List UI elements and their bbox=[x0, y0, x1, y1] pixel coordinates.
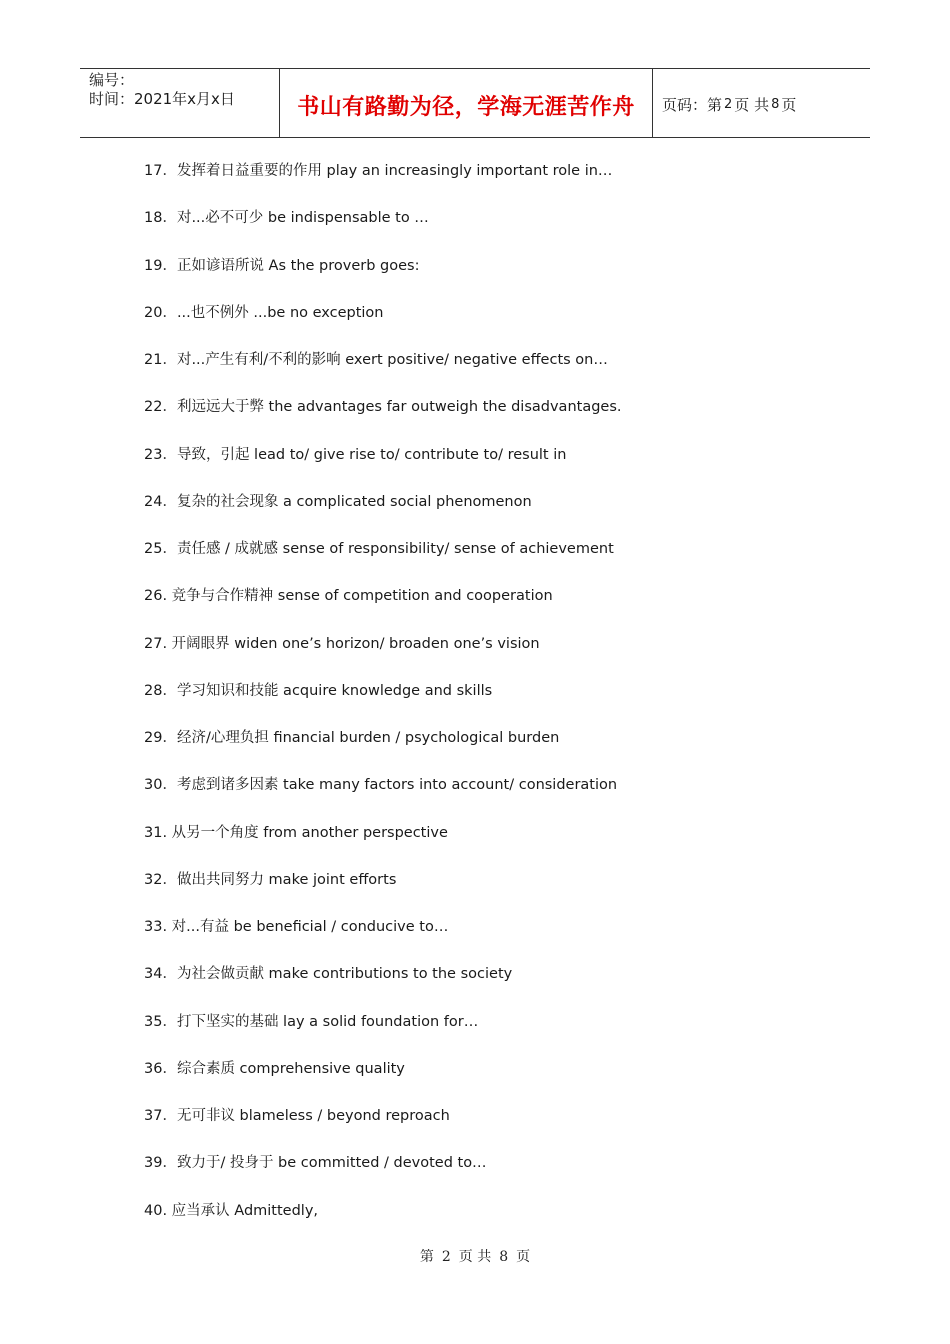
list-item: 34．为社会做贡献 make contributions to the society bbox=[144, 966, 513, 983]
document-time-label: 时间：2021年x月x日 bbox=[89, 90, 235, 108]
header-meta bbox=[80, 69, 280, 137]
list-item: 23．导致，引起 lead to/ give rise to/ contribute to/ result in bbox=[144, 446, 567, 463]
list-item: 28．学习知识和技能 acquire knowledge and skills bbox=[144, 682, 493, 699]
document-number-label: 编号： bbox=[89, 71, 135, 89]
list-item: 17．发挥着日益重要的作用 play an increasingly important role in… bbox=[144, 163, 613, 179]
footer-mid: 页 共 bbox=[458, 1249, 492, 1265]
list-item: 31. 从另一个角度 from another perspective bbox=[144, 824, 448, 841]
page-header bbox=[80, 68, 870, 138]
page-suffix: 页 bbox=[781, 95, 797, 114]
footer-prefix: 第 bbox=[419, 1249, 434, 1265]
page-footer bbox=[0, 1246, 950, 1266]
footer-current: 2 bbox=[441, 1249, 451, 1265]
footer-total: 8 bbox=[499, 1249, 509, 1265]
list-item: 40. 应当承认 Admittedly, bbox=[144, 1202, 319, 1219]
phrase-list bbox=[144, 158, 622, 1245]
footer-suffix: 页 bbox=[516, 1249, 531, 1265]
list-item: 33. 对...有益 be beneficial / conducive to… bbox=[144, 919, 449, 935]
list-item: 32．做出共同努力 make joint efforts bbox=[144, 871, 397, 888]
list-item: 27. 开阔眼界 widen one’s horizon/ broaden one’s vision bbox=[144, 635, 540, 652]
header-page-indicator bbox=[653, 69, 870, 137]
page-current: 2 bbox=[724, 96, 733, 112]
list-item: 22．利远远大于弊 the advantages far outweigh the disadvantages. bbox=[144, 399, 622, 416]
page-prefix: 页码：第 bbox=[662, 95, 723, 114]
list-item: 29．经济/心理负担 financial burden / psychological burden bbox=[144, 730, 560, 746]
list-item: 37．无可非议 blameless / beyond reproach bbox=[144, 1108, 450, 1124]
list-item: 19．正如谚语所说 As the proverb goes: bbox=[144, 257, 420, 274]
list-item: 35．打下坚实的基础 lay a solid foundation for… bbox=[144, 1013, 479, 1030]
list-item: 24．复杂的社会现象 a complicated social phenomenon bbox=[144, 493, 532, 510]
list-item: 18．对...必不可少 be indispensable to … bbox=[144, 210, 429, 227]
list-item: 36．综合素质 comprehensive quality bbox=[144, 1060, 405, 1077]
list-item: 25．责任感 / 成就感 sense of responsibility/ sense of achievement bbox=[144, 541, 614, 557]
list-item: 20．...也不例外 ...be no exception bbox=[144, 304, 384, 321]
list-item: 30．考虑到诸多因素 take many factors into account/ consideration bbox=[144, 777, 618, 794]
list-item: 21．对...产生有利/不利的影响 exert positive/ negative effects on… bbox=[144, 352, 608, 368]
list-item: 26. 竞争与合作精神 sense of competition and cooperation bbox=[144, 588, 553, 605]
list-item: 39．致力于/ 投身于 be committed / devoted to… bbox=[144, 1155, 487, 1172]
page-total: 8 bbox=[771, 96, 780, 112]
header-motto: 书山有路勤为径，学海无涯苦作舟 bbox=[280, 69, 653, 137]
page-mid: 页 共 bbox=[734, 95, 770, 114]
